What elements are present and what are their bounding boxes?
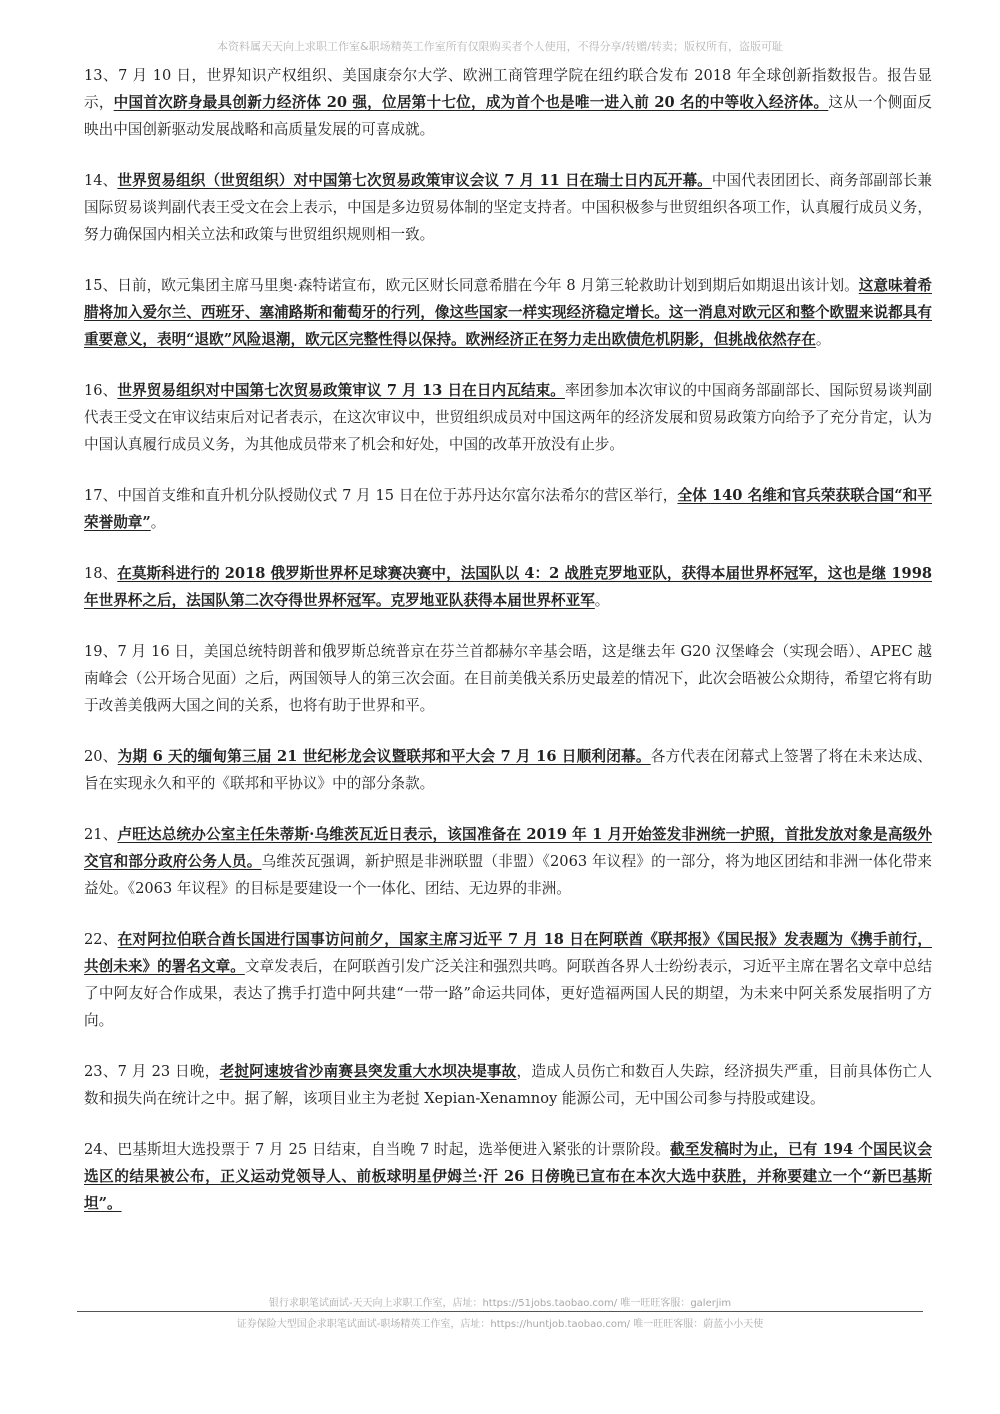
news-text: 中国代表团团长、商务部副部长兼国际贸易谈判副代表王受文在会上表示，中国是多边贸易体制的坚定支持者。中国积极参与世贸组织各项工作，认真履行成员义务，努力确保国内相关立法和政策与世贸组织规则相一致。	[84, 172, 932, 243]
news-text: 文章发表后，在阿联酋引发广泛关注和强烈共鸣。阿联酋各界人士纷纷表示，习近平主席在署名文章中总结了中阿友好合作成果，表达了携手打造中阿共建“一带一路”命运共同体，更好造福两国人民的期望，为未来中阿关系发展指明了方向。	[84, 958, 932, 1029]
news-text: ，造成人员伤亡和数百人失踪，经济损失严重，目前具体伤亡人数和损失尚在统计之中。据了解，该项目业主为老挝 Xepian-Xenamnoy 能源公司，无中国公司参与持股或建设。	[84, 1063, 932, 1107]
news-text: 14、	[84, 172, 118, 189]
news-list	[84, 62, 932, 1241]
news-text: 乌维茨瓦强调，新护照是非洲联盟（非盟）《2063 年议程》的一部分，将为地区团结和非洲一体化带来益处。《2063 年议程》的目标是要建设一个一体化、团结、无边界的非洲。	[84, 853, 932, 897]
header-watermark: 本资料属天天向上求职工作室&职场精英工作室所有仅限购买者个人使用，不得分享/转赠/转卖；版权所有，盗版可耻	[217, 40, 783, 53]
news-text: 17、中国首支维和直升机分队授勋仪式 7 月 15 日在位于苏丹达尔富尔法希尔的营区举行，	[84, 487, 678, 504]
news-text: 率团参加本次审议的中国商务部副部长、国际贸易谈判副代表王受文在审议结束后对记者表示，在这次审议中，世贸组织成员对中国这两年的经济发展和贸易政策方向给予了充分肯定，认为中国认真履行成员义务，为其他成员带来了机会和好处，中国的改革开放没有止步。	[84, 382, 932, 453]
news-item	[84, 377, 932, 458]
news-text: 20、	[84, 748, 118, 765]
news-text: 各方代表在闭幕式上签署了将在未来达成、旨在实现永久和平的《联邦和平协议》中的部分条款。	[84, 748, 932, 792]
news-highlight: 截至发稿时为止，已有 194 个国民议会选区的结果被公布，正义运动党领导人、前板球明星伊姆兰·汗 26 日傍晚已宣布在本次大选中获胜，并称要建立一个“新巴基斯坦”。	[84, 1141, 932, 1212]
page-footer	[0, 1294, 1000, 1330]
news-highlight: 老挝阿速坡省沙南赛县突发重大水坝决堤事故	[219, 1063, 517, 1080]
footer-divider	[77, 1311, 923, 1312]
news-text: 13、7 月 10 日，世界知识产权组织、美国康奈尔大学、欧洲工商管理学院在纽约联合发布 2018 年全球创新指数报告。报告显示，	[84, 67, 932, 111]
news-item	[84, 926, 932, 1034]
news-item	[84, 821, 932, 902]
news-text: 22、	[84, 931, 118, 948]
news-highlight: 在莫斯科进行的 2018 俄罗斯世界杯足球赛决赛中，法国队以 4：2 战胜克罗地亚队，获得本届世界杯冠军，这也是继 1998 年世界杯之后，法国队第二次夺得世界杯冠军。克罗地亚队获得本届世界杯亚军	[84, 565, 933, 609]
news-item	[84, 482, 932, 536]
news-text: 。	[594, 592, 610, 609]
news-highlight: 全体 140 名维和官兵荣获联合国“和平荣誉勋章”	[84, 487, 932, 531]
news-highlight: 世界贸易组织对中国第七次贸易政策审议 7 月 13 日在日内瓦结束。	[117, 382, 565, 399]
news-highlight: 世界贸易组织（世贸组织）对中国第七次贸易政策审议会议 7 月 11 日在瑞士日内瓦开幕。	[117, 172, 712, 189]
news-text: 19、7 月 16 日，美国总统特朗普和俄罗斯总统普京在芬兰首都赫尔辛基会晤，这是继去年 G20 汉堡峰会（实现会晤）、APEC 越南峰会（公开场合见面）之后，两国领导人的第三次会面。在目前美俄关系历史最差的情况下，此次会晤被公众期待，希望它将有助于改善美俄两大国之间的关系，也将有助于世界和平。	[84, 643, 932, 714]
news-text: 15、日前，欧元集团主席马里奥·森特诺宣布，欧元区财长同意希腊在今年 8 月第三轮救助计划到期后如期退出该计划。	[84, 277, 859, 294]
news-highlight: 在对阿拉伯联合酋长国进行国事访问前夕，国家主席习近平 7 月 18 日在阿联酋《联邦报》《国民报》发表题为《携手前行，共创未来》的署名文章。	[84, 931, 932, 975]
news-text: 18、	[84, 565, 118, 582]
news-item	[84, 1136, 932, 1217]
news-text: 。	[815, 331, 831, 348]
news-item	[84, 62, 932, 143]
news-text: 21、	[84, 826, 118, 843]
news-text: 24、巴基斯坦大选投票于 7 月 25 日结束，自当晚 7 时起，选举便进入紧张的计票阶段。	[84, 1141, 671, 1158]
news-item	[84, 743, 932, 797]
news-text: 23、7 月 23 日晚，	[84, 1063, 220, 1080]
news-item	[84, 1058, 932, 1112]
news-item	[84, 167, 932, 248]
news-item	[84, 638, 932, 719]
news-highlight: 这意味着希腊将加入爱尔兰、西班牙、塞浦路斯和葡萄牙的行列，像这些国家一样实现经济稳定增长。这一消息对欧元区和整个欧盟来说都具有重要意义，表明“退欧”风险退潮，欧元区完整性得以保持。欧洲经济正在努力走出欧债危机阴影，但挑战依然存在	[84, 277, 932, 348]
news-highlight: 为期 6 天的缅甸第三届 21 世纪彬龙会议暨联邦和平大会 7 月 16 日顺利闭幕。	[117, 748, 651, 765]
footer-line-2: 证券保险大型国企求职笔试面试-职场精英工作室，店址：https://huntjob.taobao.com/ 唯一旺旺客服：蔚蓝小小天使	[236, 1319, 764, 1330]
news-text: 这从一个侧面反映出中国创新驱动发展战略和高质量发展的可喜成就。	[84, 94, 932, 138]
news-highlight: 中国首次跻身最具创新力经济体 20 强，位居第十七位，成为首个也是唯一进入前 20 名的中等收入经济体。	[113, 94, 829, 111]
news-highlight: 卢旺达总统办公室主任朱蒂斯·乌维茨瓦近日表示，该国准备在 2019 年 1 月开始签发非洲统一护照，首批发放对象是高级外交官和部分政府公务人员。	[84, 826, 932, 870]
news-text: 。	[150, 514, 166, 531]
news-item	[84, 272, 932, 353]
news-item	[84, 560, 932, 614]
footer-line-1: 银行求职笔试面试-天天向上求职工作室，店址：https://51jobs.taobao.com/ 唯一旺旺客服：galerjim	[268, 1298, 732, 1309]
news-text: 16、	[84, 382, 118, 399]
